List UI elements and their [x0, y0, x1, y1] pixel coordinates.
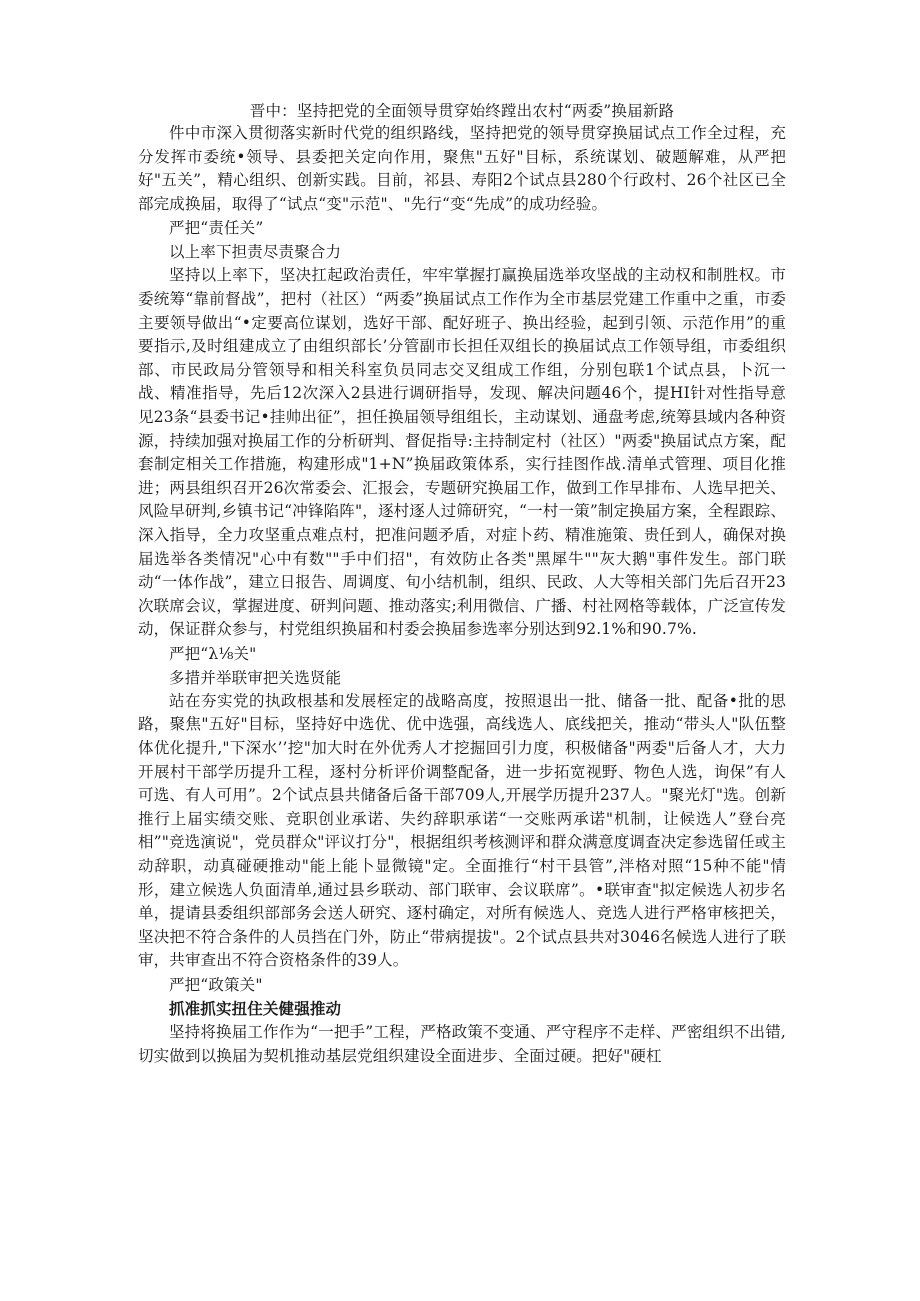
- article: [138, 100, 786, 1068]
- section-2-body: 站在夯实党的执政根基和发展桎定的战略高度，按照退出一批、储备一批、配备•批的思路，聚焦"五好"目标，坚持好中选优、优中选强，高线选人、底线把关，推动“带头人"队伍整体优化提升,"下深水’’挖"加大时在外优秀人才挖掘回引力度，积极储备"两委"后备人才，大力开展村干部学历提升工程，逐村分析评价调整配备，进一步拓宽视野、物色人选，询保”有人可选、有人可用”。2个试点县共储备后备干部709人,开展学历提升237人。"聚光灯"选。创新推行上届实绩交账、竞职创业承诺、失约辞职承诺“一交账两承诺"机制，让候选人”登台亮相”"竞选演说"，党员群众"评议打分"，根据组织考核测评和群众满意度调査决定参选留任或主动辞职，动真碰硬推动"能上能卜显微镜"定。全面推行“村干县管”,泮格对照“15种不能"情形，建立候选人负面清单,通过县乡联动、部门联审、会议联席”。•联审査"拟定候选人初步名单，提请县委组织部部务会送人研究、逐村确定，对所有候选人、竞选人进行严格审核把关，坚决把不符合条件的人员挡在门外，防止“带病提拔"。2个试点县共对3046名候选人进行了联审，共审查出不符合资格条件的39人。: [138, 691, 786, 970]
- section-3-body: 坚持将换届工作作为“一把手”工程，严格政策不变通、严守程序不走样、严密组织不出错,切实做到以换届为契机推动基层党组织建设全面进步、全面过硬。把好"硬杠: [138, 1023, 786, 1065]
- section-3-heading: 严把“政策关": [169, 976, 263, 994]
- section-2-subheading: 多措并举联审把关选贤能: [169, 668, 342, 687]
- section-1-body: 坚持以上率下，坚决扛起政治责任，牢牢掌握打赢换届选举攻坚战的主动权和制胜权。市委统筹“靠前督战”，把村（社区）“两委”换届试点工作作为全市基层党建工作重中之重，市委主要领导做出“•定要高位谋划，选好干部、配好班子、换出经验，起到引领、示范作用”的重要指示,及时组建成立了由组织部长’分管副市长担任双组长的换届试点工作领导组，市委组织部、市民政局分管领导和相关科室负员同志交叉组成工作组，分别包联1个试点县，卜沉一战、精准指导，先后12次深入2县进行调研指导，发现、解决问题46个，提HI针对性指导意见23条“县委书记•挂帅出征”，担任换届领导组组长，主动谋划、通盘考虑,统筹县域内各种资源，持续加强对换届工作的分析研判、督促指导:主持制定村（社区）"两委"换届试点方案，配套制定相关工作措施，构建形成"1+N”换届政策体系，实行挂图作战.清单式管理、项目化推进；两县组织召开26次常委会、汇报会，专题研究换届工作，做到工作早排布、人选早把关、风险早研判,乡镇书记“冲锋陷阵"，逐村逐人过筛研究，“一村一策”制定换届方案，全程跟踪、深入指导，全力攻坚重点难点村，把准问题矛盾，对症卜药、精准施策、贵任到人，确保对换届选举各类情况"心中有数""手中们招"，有效防止各类"黑犀牛""灰大鹅"事件发生。部门联动“一体作战”，建立日报告、周调度、旬小结机制，组织、民政、人大等相关部门先后召开23次联席会议，掌握进度、研判问题、推动落实;利用微信、广播、村社网格等载体，广泛宣传发动，保证群众参与，村党组织换届和村委会换届参选率分别达到92.1%和90.7%.: [138, 266, 786, 639]
- section-1-subheading: 以上率下担责尽责聚合力: [169, 243, 342, 262]
- intro-paragraph: 件中市深入贯彻落实新时代党的组织路线，坚持把党的领导贯穿换届试点工作全过程，充分发挥市委统•领导、县委把关定向作用，聚焦"五好"目标，系统谋划、破题解难，从严把好"五关”，精心组织、创新实践。目前，祁县、寿阳2个试点县280个行政村、26个社区已全部完成换届，取得了“试点“变"示范"、"先行“变“先成”的成功经验。: [138, 124, 786, 213]
- section-3-subheading: 抓准抓实扭住关健强推动: [169, 999, 342, 1018]
- section-1-heading: 严把“责任关”: [169, 219, 264, 238]
- article-title: 晋中：坚持把党的全面领导贯穿始终蹚出农村“两委”换届新路: [249, 102, 675, 120]
- section-2-heading: 严把“λ⅛关": [169, 644, 257, 663]
